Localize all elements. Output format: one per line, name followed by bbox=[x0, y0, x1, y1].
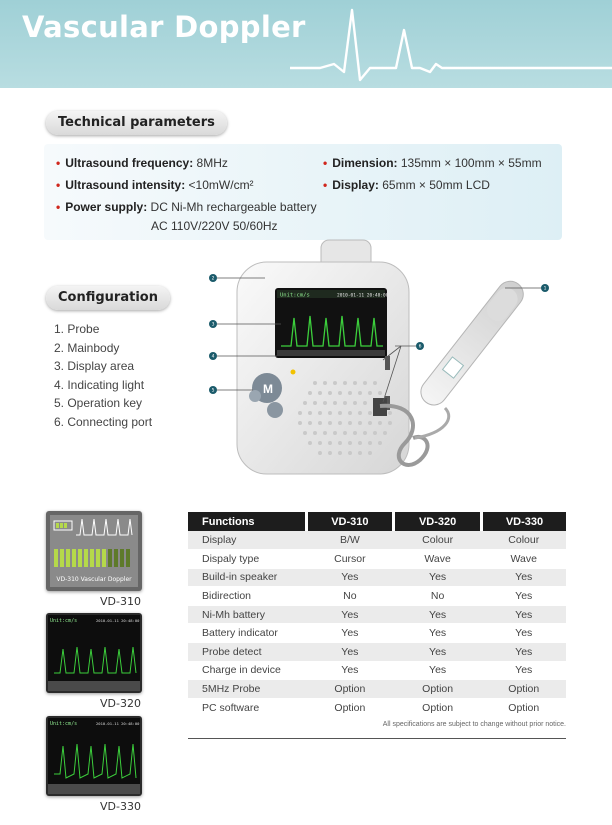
table-row bbox=[188, 605, 566, 624]
table-cell-function: Probe detect bbox=[188, 643, 306, 662]
mode-button-label: M bbox=[263, 382, 273, 396]
table-cell-value: Option bbox=[482, 680, 567, 699]
svg-text:2010-01-11 20:48:00: 2010-01-11 20:48:00 bbox=[96, 618, 140, 623]
model-label-vd310: VD-310 bbox=[100, 595, 141, 608]
model-label-vd320: VD-320 bbox=[100, 697, 141, 710]
table-cell-value: Wave bbox=[394, 550, 482, 569]
table-row bbox=[188, 568, 566, 587]
spec-table bbox=[188, 512, 566, 717]
table-cell-value: No bbox=[306, 587, 394, 606]
config-item: 2. Mainbody bbox=[54, 340, 120, 355]
callout-3: 3 bbox=[211, 322, 215, 328]
table-cell-value: Colour bbox=[394, 531, 482, 550]
table-cell-value: Yes bbox=[482, 605, 567, 624]
table-cell-function: Ni-Mh battery bbox=[188, 605, 306, 624]
tech-item-power: • Power supply: DC Ni-Mh rechargeable battery bbox=[56, 200, 317, 214]
callout-1: 1 bbox=[543, 286, 547, 292]
config-item: 3. Display area bbox=[54, 359, 135, 374]
table-cell-value: Yes bbox=[306, 643, 394, 662]
table-cell-value: Yes bbox=[394, 568, 482, 587]
table-cell-value: Yes bbox=[394, 661, 482, 680]
table-cell-value: Yes bbox=[306, 624, 394, 643]
table-row bbox=[188, 698, 566, 717]
config-item: 1. Probe bbox=[54, 322, 100, 336]
table-cell-value: Yes bbox=[306, 605, 394, 624]
svg-text:Unit:cm/s: Unit:cm/s bbox=[50, 721, 78, 727]
table-cell-value: Yes bbox=[482, 568, 567, 587]
table-cell-value: Option bbox=[482, 698, 567, 717]
table-cell-value: Yes bbox=[482, 643, 567, 662]
table-cell-value: Yes bbox=[394, 643, 482, 662]
page-title: Vascular Doppler bbox=[22, 10, 306, 44]
col-header-vd320: VD-320 bbox=[394, 512, 482, 531]
table-cell-value: Option bbox=[306, 680, 394, 699]
callout-2: 2 bbox=[211, 276, 215, 282]
table-cell-function: 5MHz Probe bbox=[188, 680, 306, 699]
config-heading: Configuration bbox=[46, 286, 170, 310]
table-cell-function: Bidirection bbox=[188, 587, 306, 606]
tech-item-dimension: • Dimension: 135mm × 100mm × 55mm bbox=[323, 156, 542, 170]
table-cell-value: Cursor bbox=[306, 550, 394, 569]
svg-text:2010-01-11 20:48:00: 2010-01-11 20:48:00 bbox=[96, 721, 140, 726]
table-cell-function: Build-in speaker bbox=[188, 568, 306, 587]
table-footnote: All specifications are subject to change without prior notice. bbox=[382, 721, 566, 728]
table-row bbox=[188, 643, 566, 662]
device-screen-date: 2010-01-11 20:48:00 bbox=[337, 293, 389, 299]
table-cell-value: Wave bbox=[482, 550, 567, 569]
table-cell-function: PC software bbox=[188, 698, 306, 717]
table-cell-value: Colour bbox=[482, 531, 567, 550]
tech-item-frequency: • Ultrasound frequency: 8MHz bbox=[56, 156, 228, 170]
vd330-thumbnail bbox=[46, 716, 142, 796]
table-row bbox=[188, 661, 566, 680]
header-banner bbox=[0, 0, 612, 88]
table-cell-value: Yes bbox=[482, 624, 567, 643]
tech-item-display: • Display: 65mm × 50mm LCD bbox=[323, 178, 490, 192]
svg-text:Unit:cm/s: Unit:cm/s bbox=[50, 618, 78, 624]
table-cell-value: Yes bbox=[482, 661, 567, 680]
vd310-thumbnail bbox=[46, 511, 142, 591]
table-cell-function: Dispaly type bbox=[188, 550, 306, 569]
table-cell-value: Yes bbox=[306, 661, 394, 680]
table-row bbox=[188, 550, 566, 569]
col-header-functions: Functions bbox=[188, 512, 306, 531]
device-screen-unit: Unit:cm/s bbox=[280, 292, 310, 299]
table-row bbox=[188, 587, 566, 606]
config-list bbox=[54, 320, 152, 432]
table-body bbox=[188, 531, 566, 717]
col-header-vd310: VD-310 bbox=[306, 512, 394, 531]
table-cell-function: Display bbox=[188, 531, 306, 550]
table-cell-value: No bbox=[394, 587, 482, 606]
col-header-vd330: VD-330 bbox=[482, 512, 567, 531]
table-cell-value: Yes bbox=[482, 587, 567, 606]
vd310-screen-caption: VD-310 Vascular Doppler bbox=[56, 576, 132, 583]
callout-4: 4 bbox=[211, 354, 215, 360]
model-label-vd330: VD-330 bbox=[100, 800, 141, 813]
table-row bbox=[188, 624, 566, 643]
config-item: 4. Indicating light bbox=[54, 377, 145, 392]
table-bottom-rule bbox=[188, 738, 566, 739]
doppler-device-illustration bbox=[205, 238, 575, 488]
table-header-row bbox=[188, 512, 566, 531]
table-cell-function: Battery indicator bbox=[188, 624, 306, 643]
callout-5: 5 bbox=[211, 388, 215, 394]
table-cell-value: Option bbox=[394, 698, 482, 717]
table-cell-function: Charge in device bbox=[188, 661, 306, 680]
table-cell-value: Option bbox=[306, 698, 394, 717]
table-row bbox=[188, 531, 566, 550]
vd320-thumbnail bbox=[46, 613, 142, 693]
tech-heading: Technical parameters bbox=[46, 111, 227, 135]
table-row bbox=[188, 680, 566, 699]
table-cell-value: Yes bbox=[306, 568, 394, 587]
config-item: 5. Operation key bbox=[54, 396, 143, 411]
table-cell-value: Option bbox=[394, 680, 482, 699]
tech-item-power-continuation: AC 110V/220V 50/60Hz bbox=[151, 219, 278, 233]
heartbeat-wave-graphic bbox=[290, 6, 612, 86]
tech-item-intensity: • Ultrasound intensity: <10mW/cm² bbox=[56, 178, 254, 192]
table-cell-value: B/W bbox=[306, 531, 394, 550]
callout-6: 6 bbox=[418, 344, 422, 350]
table-cell-value: Yes bbox=[394, 605, 482, 624]
table-cell-value: Yes bbox=[394, 624, 482, 643]
config-item: 6. Connecting port bbox=[54, 414, 153, 429]
